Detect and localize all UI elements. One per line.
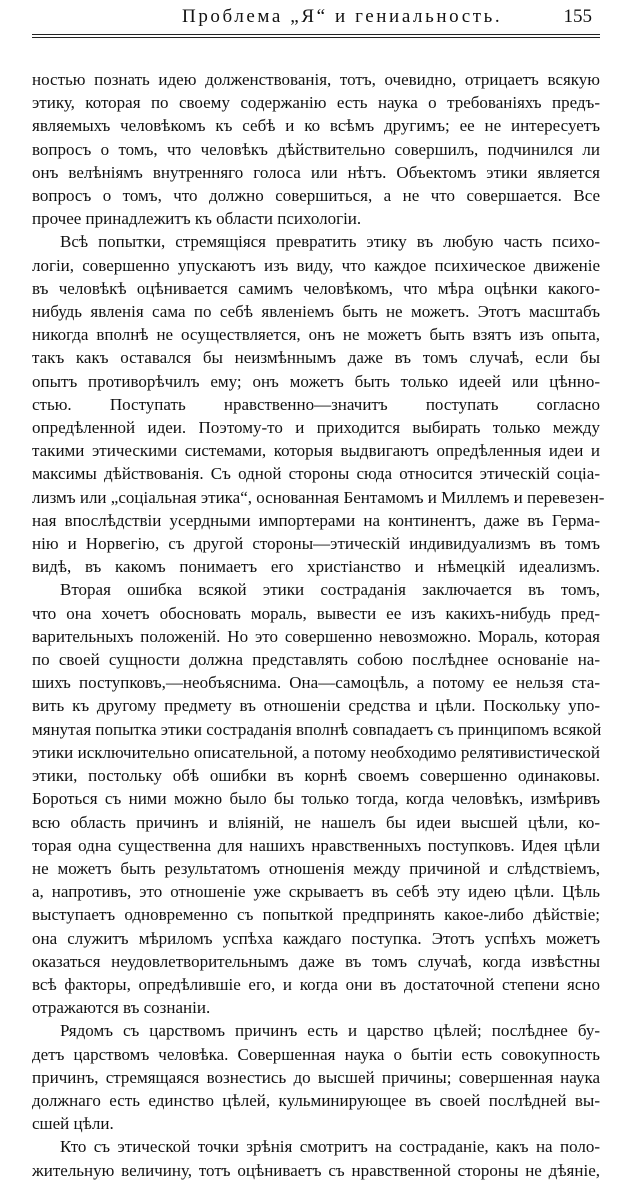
text-line: лизмъ или „соціальная этика“, основанная Бентамомъ и Миллемъ и перевезен-: [32, 487, 605, 507]
text-line: Бороться съ ними можно было бы только тогда, когда человѣкъ, измѣривъ: [32, 789, 600, 809]
text-line: онъ велѣніямъ внутренняго голоса или нѣтъ. Объектомъ этики является: [32, 162, 600, 182]
text-line: стью. Поступать нравственно—значитъ поступать согласно: [32, 394, 600, 414]
text-line: всѣ факторы, опредѣлившіе его, и когда они въ достаточной степени ясно: [32, 974, 600, 994]
text-line: Вторая ошибка всякой этики состраданія заключается въ томъ,: [60, 580, 600, 600]
text-line: отражаются въ сознаніи.: [32, 998, 211, 1018]
body-text: [32, 68, 605, 1182]
text-line: торая одна существенна для нашихъ нравственныхъ поступковъ. Идея цѣли: [32, 835, 600, 855]
text-line: шихъ поступковъ,—необъяснима. Она—самоцѣль, а потому ее нельзя ста-: [32, 673, 600, 693]
text-line: этику, которая по своему содержанію есть наука о требованіяхъ предъ-: [32, 93, 600, 113]
text-line: въ человѣкѣ оцѣнивается самимъ человѣкомъ, что мѣра оцѣнки какого-: [32, 278, 600, 298]
header-rule: [32, 34, 600, 38]
text-line: вопросъ о томъ, что должно совершиться, а не что совершается. Все: [32, 186, 600, 206]
text-line: вить къ другому предмету въ отношеніи средства и цѣли. Поскольку упо-: [32, 696, 600, 716]
text-line: логіи, совершенно упускаютъ изъ виду, что каждое психическое движеніе: [32, 255, 600, 275]
text-line: вопросъ о томъ, что человѣкъ дѣйствительно совершилъ, подчинился ли: [32, 139, 600, 159]
page-header: [32, 4, 600, 32]
text-line: такъ какъ оставался бы неизмѣннымъ даже въ томъ случаѣ, если бы: [32, 348, 600, 368]
text-line: нію и Норвегію, съ другой стороны—этическій индивидуализмъ въ томъ: [32, 534, 600, 554]
running-title: Проблема „Я“ и гениальность.: [182, 6, 503, 27]
text-line: ная впослѣдствіи усердными импортерами на континентъ, даже въ Герма-: [32, 510, 600, 530]
text-line: а, напротивъ, это отношеніе уже скрываетъ въ себѣ эту идею цѣли. Цѣль: [32, 882, 600, 902]
text-line: сшей цѣли.: [32, 1114, 114, 1134]
text-line: такими этическими системами, которыя выдвигаютъ опредѣленныя идеи и: [32, 441, 600, 461]
text-line: всю область причинъ и вліяній, не нашелъ бы идеи высшей цѣли, ко-: [32, 812, 600, 832]
text-line: максимы дѣйствованія. Съ одной стороны сюда относится этическій соціа-: [32, 464, 600, 484]
page-number: 155: [563, 6, 592, 27]
text-line: не можетъ быть результатомъ отношенія между причиной и слѣдствіемъ,: [32, 858, 600, 878]
text-line: ностью познать идею долженствованія, тотъ, очевидно, отрицаетъ всякую: [32, 70, 600, 89]
text-line: что она хочетъ обосновать мораль, вывести ее изъ какихъ-нибудь пред-: [32, 603, 600, 623]
text-line: причинъ, стремящаяся вознестись до высшей причины; совершенная наука: [32, 1067, 600, 1087]
text-line: прочее принадлежитъ къ области психологіи.: [32, 209, 362, 229]
text-line: видѣ, въ какомъ понимаетъ его христіанство и нѣмецкій идеализмъ.: [32, 557, 600, 577]
text-line: детъ царствомъ человѣка. Совершенная наука о бытіи есть совокупность: [32, 1044, 600, 1064]
text-line: Кто съ этической точки зрѣнія смотритъ на состраданіе, какъ на поло-: [60, 1137, 600, 1157]
text-line: мянутая попытка этики состраданія вполнѣ совпадаетъ съ принципомъ всякой: [32, 719, 602, 739]
text-line: нибудь явленія сама по себѣ явленіемъ быть не можетъ. Этотъ масштабъ: [32, 302, 600, 322]
text-line: варительныхъ положеній. Но это совершенно невозможно. Мораль, которая: [32, 626, 600, 646]
text-line: выступаетъ одновременно съ попыткой предпринять какое-либо дѣйствіе;: [32, 905, 600, 925]
text-line: должнаго есть единство цѣлей, кульминирующее въ своей послѣдней вы-: [32, 1090, 600, 1110]
text-line: она служитъ мѣриломъ успѣха каждаго поступка. Этотъ успѣхъ можетъ: [32, 928, 600, 948]
text-line: опредѣленной идеи. Поэтому-то и приходится выбирать только между: [32, 418, 600, 438]
text-line: являемыхъ человѣкомъ къ себѣ и ко всѣмъ другимъ; ее не интересуетъ: [32, 116, 600, 136]
text-line: оказаться неудовлетворительнымъ даже въ томъ случаѣ, когда извѣстны: [32, 951, 600, 971]
text-line: по своей сущности должна представлять собою послѣднее основаніе на-: [32, 650, 600, 670]
text-line: жительную величину, тотъ оцѣниваетъ съ нравственной стороны не дѣяніе,: [32, 1160, 600, 1180]
text-line: никогда вполнѣ не осуществляется, онъ не можетъ быть взятъ изъ опыта,: [32, 325, 600, 345]
book-page: [0, 4, 620, 1180]
text-line: Всѣ попытки, стремящіяся превратить этику въ любую часть психо-: [60, 232, 600, 252]
text-line: этики, постольку обѣ ошибки въ корнѣ своемъ совершенно одинаковы.: [32, 766, 600, 786]
text-line: этики исключительно описательной, а потому необходимо релятивистической: [32, 742, 600, 762]
text-line: опытъ противорѣчилъ ему; онъ можетъ быть только идеей или цѣнно-: [32, 371, 600, 391]
text-line: Рядомъ съ царствомъ причинъ есть и царство цѣлей; послѣднее бу-: [60, 1021, 600, 1041]
